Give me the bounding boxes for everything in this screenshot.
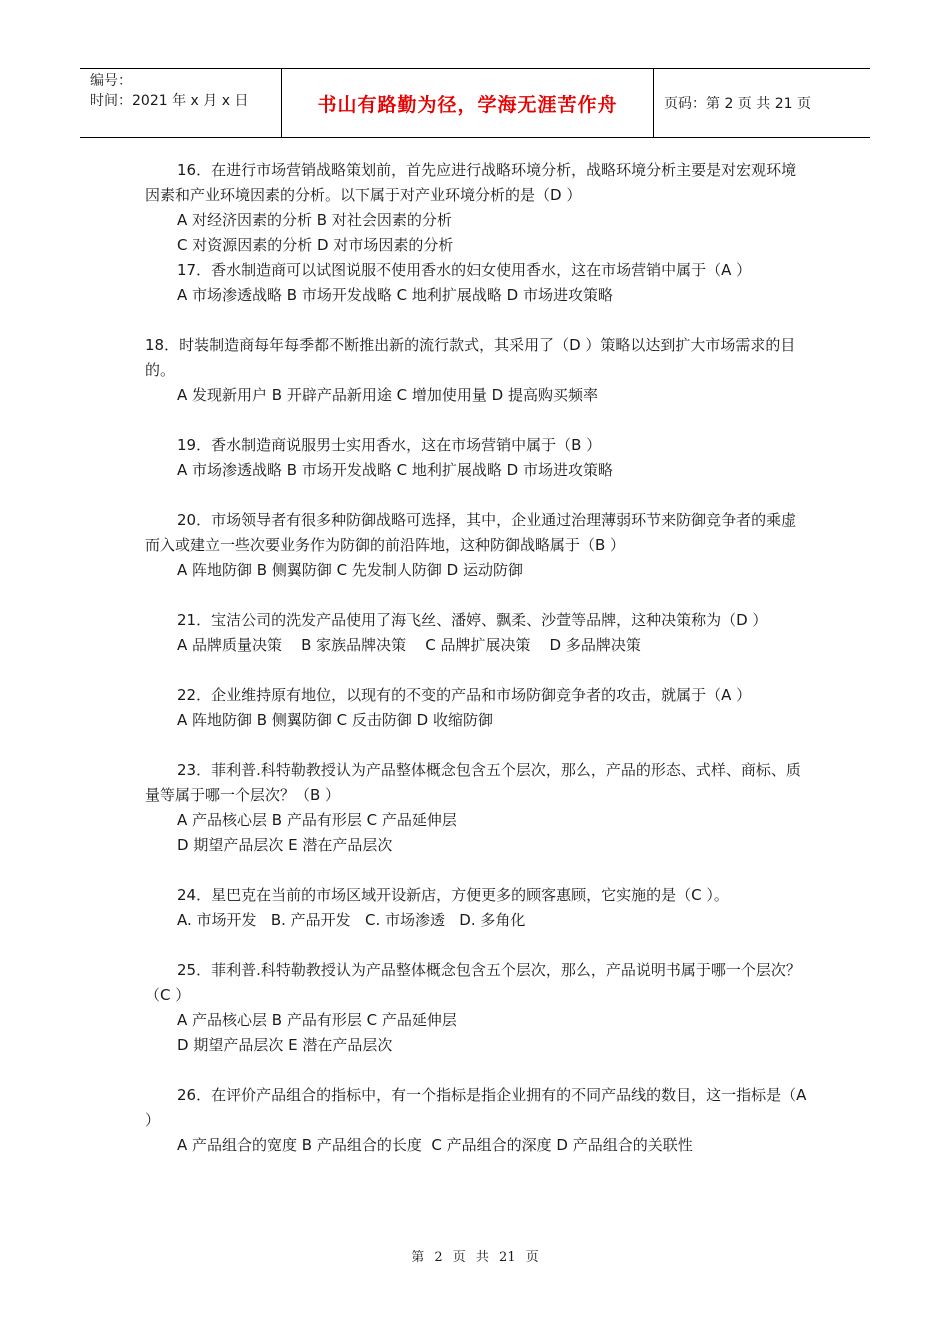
- spacer: [145, 733, 810, 758]
- option-line: A 产品核心层 B 产品有形层 C 产品延伸层: [177, 1011, 457, 1029]
- option-line: A 产品核心层 B 产品有形层 C 产品延伸层: [177, 811, 457, 829]
- option-line: A. 市场开发 B. 产品开发 C. 市场渗透 D. 多角化: [177, 911, 526, 929]
- question-17: [145, 258, 810, 308]
- question-16: [145, 158, 810, 258]
- question-text: 16．在进行市场营销战略策划前，首先应进行战略环境分析，战略环境分析主要是对宏观环境因素和产业环境因素的分析。以下属于对产业环境分析的是（D ）: [145, 161, 797, 204]
- spacer: [145, 408, 810, 433]
- spacer: [145, 858, 810, 883]
- option-line: A 对经济因素的分析 B 对社会因素的分析: [177, 211, 452, 229]
- question-22: [145, 683, 810, 733]
- time-label: 时间：2021 年 x 月 x 日: [90, 93, 249, 109]
- option-line: A 阵地防御 B 侧翼防御 C 反击防御 D 收缩防御: [177, 711, 493, 729]
- question-18: [145, 333, 810, 408]
- question-20: [145, 508, 810, 583]
- question-text: 22．企业维持原有地位，以现有的不变的产品和市场防御竞争者的攻击，就属于（A ）: [177, 686, 752, 704]
- option-line: D 期望产品层次 E 潜在产品层次: [177, 1036, 393, 1054]
- page-footer: 第 2 页 共 21 页: [411, 1250, 539, 1265]
- page-header: [80, 68, 870, 138]
- question-text: 20．市场领导者有很多种防御战略可选择，其中，企业通过治理薄弱环节来防御竞争者的乘虚而入或建立一些次要业务作为防御的前沿阵地，这种防御战略属于（B ）: [145, 511, 797, 554]
- spacer: [145, 583, 810, 608]
- spacer: [145, 1058, 810, 1083]
- serial-label: 编号：: [90, 73, 132, 89]
- option-line: A 品牌质量决策 B 家族品牌决策 C 品牌扩展决策 D 多品牌决策: [177, 636, 641, 654]
- page-info: 页码：第 2 页 共 21 页: [664, 96, 811, 112]
- question-list: [145, 158, 810, 1158]
- header-right-cell: [654, 69, 870, 137]
- header-left-cell: [80, 69, 282, 137]
- option-line: A 发现新用户 B 开辟产品新用途 C 增加使用量 D 提高购买频率: [177, 386, 598, 404]
- question-text: 19．香水制造商说服男士实用香水，这在市场营销中属于（B ）: [177, 436, 602, 454]
- spacer: [145, 933, 810, 958]
- question-21: [145, 608, 810, 658]
- question-text: 24．星巴克在当前的市场区域开设新店，方便更多的顾客惠顾，它实施的是（C ）。: [177, 886, 729, 904]
- question-text: 21．宝洁公司的洗发产品使用了海飞丝、潘婷、飘柔、沙萱等品牌，这种决策称为（D ）: [177, 611, 768, 629]
- spacer: [145, 658, 810, 683]
- header-middle-cell: [282, 69, 654, 137]
- question-text: 26．在评价产品组合的指标中，有一个指标是指企业拥有的不同产品线的数目，这一指标是（A ）: [145, 1086, 807, 1129]
- question-text: 18．时装制造商每年每季都不断推出新的流行款式，其采用了（D ）策略以达到扩大市场需求的目的。: [145, 336, 796, 379]
- spacer: [145, 483, 810, 508]
- question-23: [145, 758, 810, 858]
- option-line: A 市场渗透战略 B 市场开发战略 C 地利扩展战略 D 市场进攻策略: [177, 286, 613, 304]
- question-26: [145, 1083, 810, 1158]
- question-25: [145, 958, 810, 1058]
- motto: 书山有路勤为径，学海无涯苦作舟: [317, 93, 618, 116]
- option-line: A 产品组合的宽度 B 产品组合的长度 C 产品组合的深度 D 产品组合的关联性: [177, 1136, 693, 1154]
- question-24: [145, 883, 810, 933]
- option-line: A 阵地防御 B 侧翼防御 C 先发制人防御 D 运动防御: [177, 561, 523, 579]
- option-line: A 市场渗透战略 B 市场开发战略 C 地利扩展战略 D 市场进攻策略: [177, 461, 613, 479]
- option-line: D 期望产品层次 E 潜在产品层次: [177, 836, 393, 854]
- question-19: [145, 433, 810, 483]
- question-text: 17．香水制造商可以试图说服不使用香水的妇女使用香水，这在市场营销中属于（A ）: [177, 261, 752, 279]
- option-line: C 对资源因素的分析 D 对市场因素的分析: [177, 236, 454, 254]
- spacer: [145, 308, 810, 333]
- question-text: 23．菲利普.科特勒教授认为产品整体概念包含五个层次，那么，产品的形态、式样、商标、质量等属于哪一个层次？（B ）: [145, 761, 801, 804]
- question-text: 25．菲利普.科特勒教授认为产品整体概念包含五个层次，那么，产品说明书属于哪一个层次？（C ）: [145, 961, 801, 1004]
